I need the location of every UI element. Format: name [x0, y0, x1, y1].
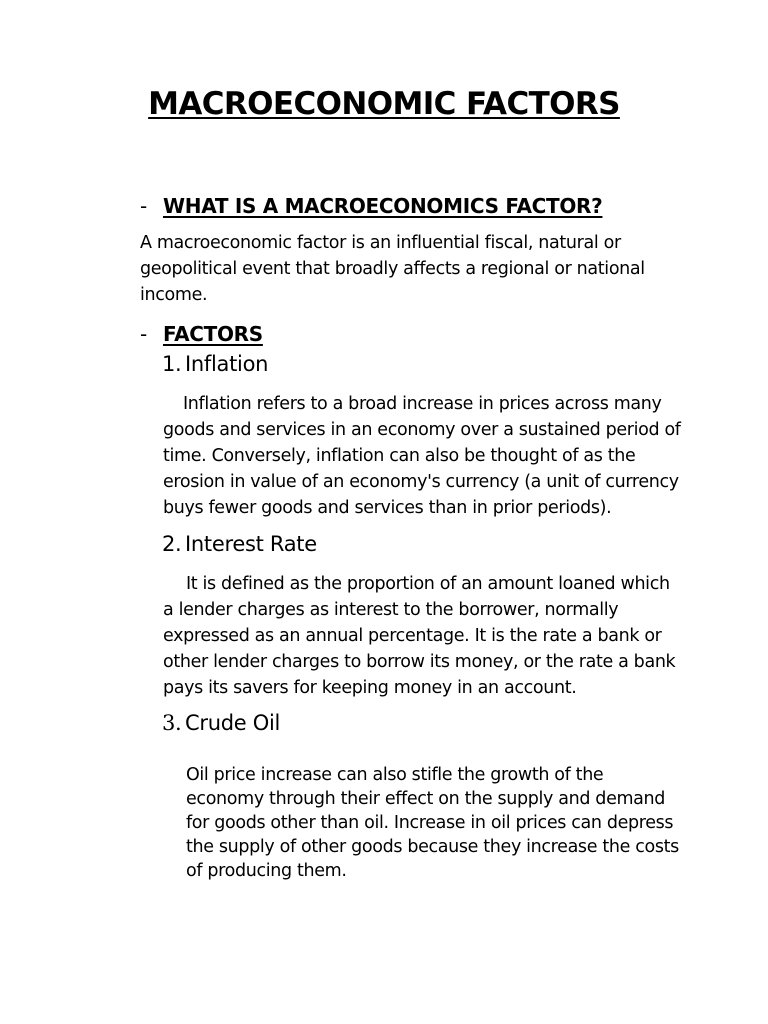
section-bullet: -	[140, 322, 148, 346]
paragraph-line: a lender charges as interest to the borrower, normally	[163, 600, 619, 620]
paragraph-line: Oil price increase can also stifle the growth of the	[186, 765, 604, 785]
factor-name: Crude Oil	[185, 711, 281, 735]
section-heading-definition: WHAT IS A MACROECONOMICS FACTOR?	[163, 194, 603, 218]
factor-number: 2.	[162, 532, 182, 556]
paragraph-line: of producing them.	[186, 861, 347, 881]
paragraph-line: geopolitical event that broadly affects a regional or national	[140, 259, 645, 279]
paragraph-line: A macroeconomic factor is an influential fiscal, natural or	[140, 233, 621, 253]
paragraph-line: buys fewer goods and services than in prior periods).	[163, 498, 612, 518]
factor-number: 3.	[162, 711, 182, 735]
section-bullet: -	[140, 194, 148, 218]
paragraph-line: economy through their effect on the supply and demand	[186, 789, 666, 809]
paragraph-line: goods and services in an economy over a sustained period of	[163, 420, 681, 440]
paragraph-line: time. Conversely, inflation can also be thought of as the	[163, 446, 636, 466]
paragraph-line: pays its savers for keeping money in an account.	[163, 678, 577, 698]
section-heading-factors: FACTORS	[163, 322, 263, 346]
paragraph-line: expressed as an annual percentage. It is the rate a bank or	[163, 626, 662, 646]
factor-paragraph-crude-oil	[186, 763, 679, 883]
factor-number: 1.	[162, 352, 182, 376]
paragraph-line: for goods other than oil. Increase in oil prices can depress	[186, 813, 674, 833]
factor-name: Interest Rate	[185, 532, 317, 556]
factor-heading-interest-rate	[162, 532, 317, 556]
paragraph-line: Inflation refers to a broad increase in prices across many	[183, 394, 662, 414]
paragraph-line: income.	[140, 285, 208, 305]
factor-paragraph-interest-rate	[163, 571, 675, 701]
paragraph-line: other lender charges to borrow its money, or the rate a bank	[163, 652, 676, 672]
definition-paragraph	[140, 230, 645, 308]
factor-heading-inflation	[162, 352, 268, 376]
paragraph-line: erosion in value of an economy's currency (a unit of currency	[163, 472, 679, 492]
factor-heading-crude-oil	[162, 711, 280, 735]
factor-paragraph-inflation	[163, 391, 681, 521]
paragraph-line: the supply of other goods because they increase the costs	[186, 837, 679, 857]
page-title: MACROECONOMIC FACTORS	[148, 86, 620, 122]
paragraph-line: It is defined as the proportion of an amount loaned which	[186, 574, 670, 594]
factor-name: Inflation	[185, 352, 269, 376]
